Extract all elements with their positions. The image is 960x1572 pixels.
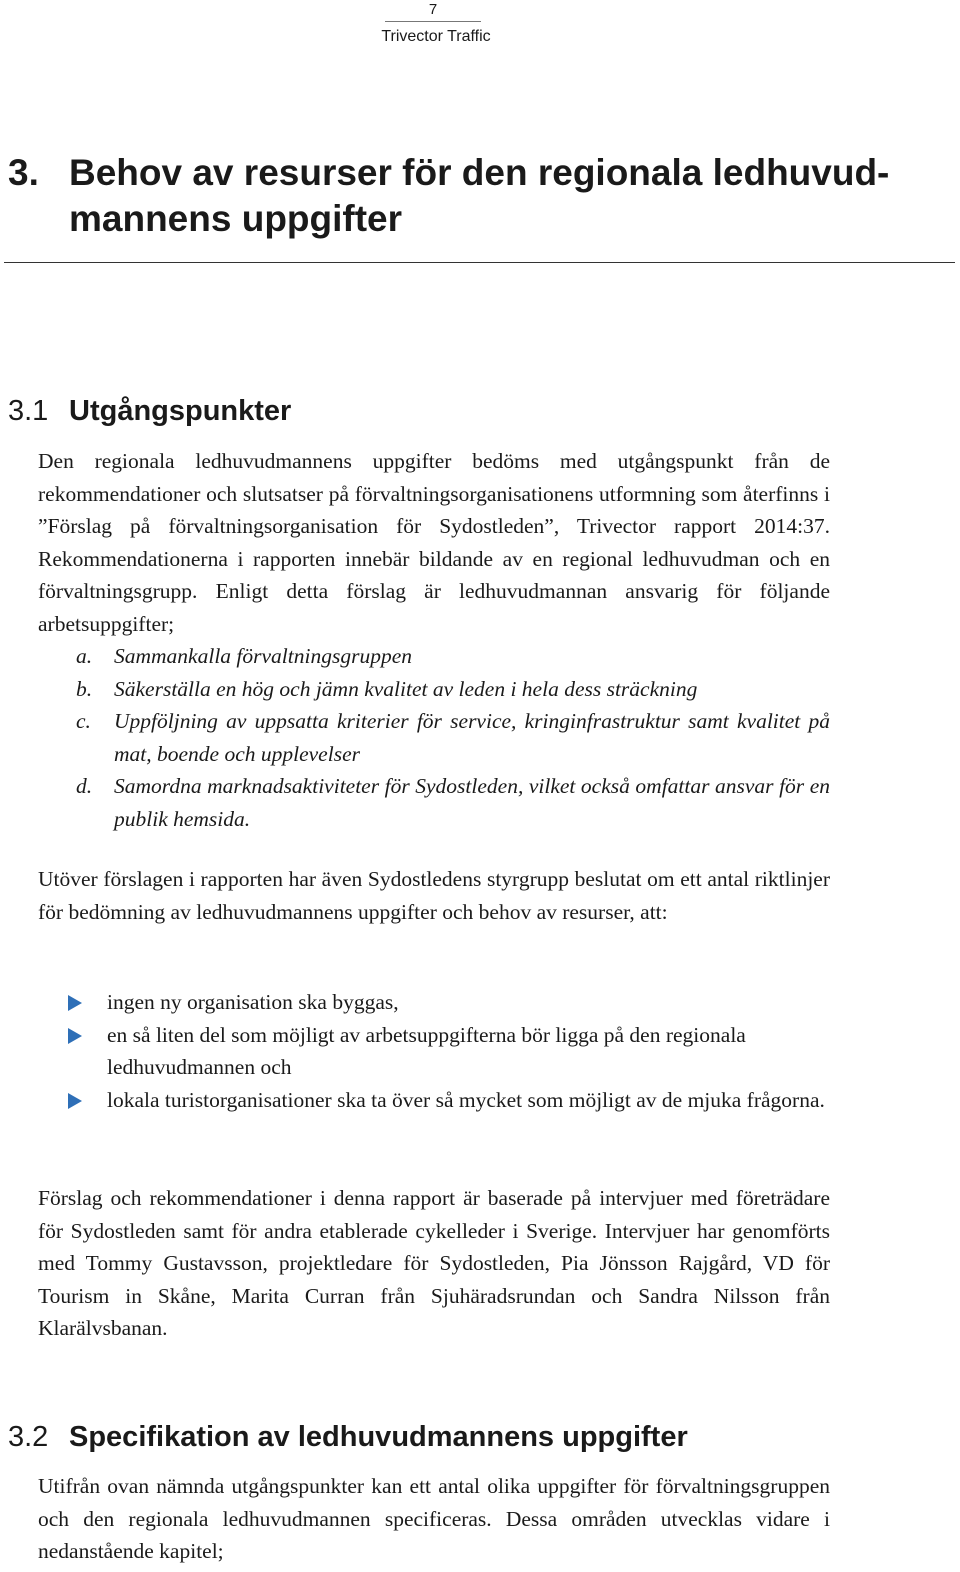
list-item-text: lokala turistorganisationer ska ta över så mycket som möjligt av de mjuka frågorna. — [107, 1087, 825, 1112]
guidelines-intro-paragraph: Utöver förslagen i rapporten har även Sydostledens styrgrupp beslutat om ett antal riktlinjer för bedömning av ledhuvudmannens uppgifter och behov av resurser, att: — [38, 867, 830, 924]
list-item — [38, 1084, 830, 1117]
list-item — [38, 1019, 830, 1084]
section-number: 3.1 — [8, 395, 49, 427]
triangle-bullet-icon — [68, 1093, 82, 1109]
triangle-bullet-icon — [68, 1028, 82, 1044]
list-item-text: ingen ny organisation ska byggas, — [107, 990, 399, 1014]
list-marker: b. — [76, 676, 93, 701]
intro-paragraph: Den regionala ledhuvudmannens uppgifter bedöms med utgångspunkt från de rekommendationer och slutsatser på förvaltningsorganisationens utformning som återfinns i ”Förslag på förvaltningsorganisation för Sydostleden”, Trivector rapport 2014:37. Rekommendationerna i rapporten innebär bildande av en regional ledhuvudman och en förvaltningsgrupp. Enligt detta förslag är ledhuvudmannan ansvarig för följande arbetsuppgifter; — [38, 449, 830, 636]
section-number: 3.2 — [8, 1421, 49, 1453]
company-name: Trivector Traffic — [381, 28, 491, 45]
list-item — [38, 770, 830, 835]
chapter-divider — [4, 262, 955, 263]
section-title: Specifikation av ledhuvudmannens uppgifter — [69, 1421, 688, 1453]
list-marker: a. — [76, 644, 93, 668]
chapter-number: 3. — [8, 152, 39, 193]
list-item — [38, 986, 830, 1019]
page-number: 7 — [385, 0, 481, 22]
list-item — [38, 640, 830, 673]
specification-paragraph: Utifrån ovan nämnda utgångspunkter kan ett antal olika uppgifter för förvaltningsgruppen och den regionala ledhuvudmannen specificeras. Dessa områden utvecklas vidare i nedanstående kapitel; — [38, 1474, 830, 1563]
list-item — [38, 705, 830, 770]
list-item-text: Samordna marknadsaktiviteter för Sydostleden, vilket också omfattar ansvar för en publik hemsida. — [114, 774, 830, 831]
triangle-bullet-icon — [68, 995, 82, 1011]
section-title: Utgångspunkter — [69, 395, 292, 427]
list-item — [38, 673, 830, 706]
list-item-text: en så liten del som möjligt av arbetsuppgifterna bör ligga på den regionala ledhuvudmannen och — [107, 1022, 746, 1079]
list-marker: c. — [76, 709, 91, 733]
list-item-text: Uppföljning av uppsatta kriterier för service, kringinfrastruktur samt kvalitet på mat, boende och upplevelser — [114, 709, 830, 766]
list-item-text: Sammankalla förvaltningsgruppen — [114, 644, 412, 668]
guideline-list — [38, 986, 830, 1116]
task-list — [38, 640, 830, 835]
list-marker: d. — [76, 774, 93, 798]
list-item-text: Säkerställa en hög och jämn kvalitet av leden i hela dess sträckning — [114, 676, 698, 701]
interviews-paragraph: Förslag och rekommendationer i denna rapport är baserade på intervjuer med företrädare för Sydostleden samt för andra etablerade cykelleder i Sverige. Intervjuer har genomförts med Tommy Gustavsson, projektledare för Sydostleden, Pia Jönsson Rajgård, VD för Tourism in Skåne, Marita Curran från Sjuhäradsrundan och Sandra Nilsson från Klarälvsbanan. — [38, 1186, 830, 1340]
chapter-title-text: Behov av resurser för den regionala ledhuvud-mannens uppgifter — [69, 152, 890, 239]
